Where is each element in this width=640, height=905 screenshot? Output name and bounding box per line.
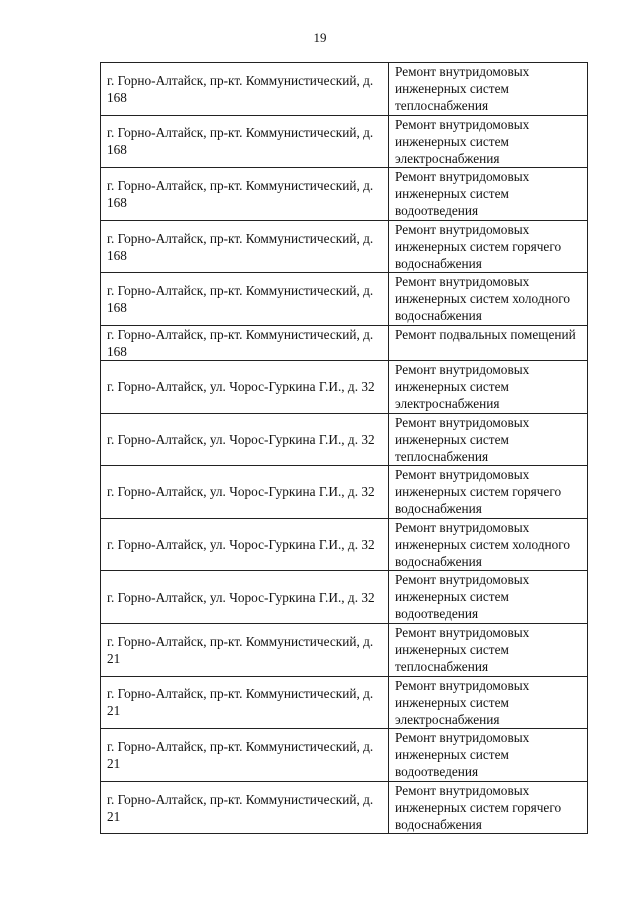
table-row [101, 115, 588, 168]
address-cell: г. Горно-Алтайск, пр-кт. Коммунистический, д. 168 [101, 220, 389, 273]
work-type-cell: Ремонт внутридомовых инженерных систем электроснабжения [389, 676, 588, 729]
work-type-cell: Ремонт внутридомовых инженерных систем теплоснабжения [389, 413, 588, 466]
works-table [100, 62, 588, 834]
address-cell: г. Горно-Алтайск, ул. Чорос-Гуркина Г.И., д. 32 [101, 518, 389, 571]
address-cell: г. Горно-Алтайск, ул. Чорос-Гуркина Г.И., д. 32 [101, 360, 389, 413]
address-cell: г. Горно-Алтайск, ул. Чорос-Гуркина Г.И., д. 32 [101, 466, 389, 519]
table-row [101, 325, 588, 360]
work-type-cell: Ремонт внутридомовых инженерных систем водоотведения [389, 168, 588, 221]
table-row [101, 273, 588, 326]
work-type-cell: Ремонт внутридомовых инженерных систем водоотведения [389, 571, 588, 624]
work-type-cell: Ремонт внутридомовых инженерных систем теплоснабжения [389, 63, 588, 116]
page-number: 19 [313, 30, 327, 45]
address-cell: г. Горно-Алтайск, ул. Чорос-Гуркина Г.И., д. 32 [101, 571, 389, 624]
address-cell: г. Горно-Алтайск, пр-кт. Коммунистический, д. 168 [101, 168, 389, 221]
address-cell: г. Горно-Алтайск, пр-кт. Коммунистический, д. 168 [101, 63, 389, 116]
work-type-cell: Ремонт внутридомовых инженерных систем электроснабжения [389, 115, 588, 168]
address-cell: г. Горно-Алтайск, пр-кт. Коммунистический, д. 168 [101, 115, 389, 168]
table-row [101, 729, 588, 782]
table-row [101, 781, 588, 834]
table-row [101, 676, 588, 729]
work-type-cell: Ремонт внутридомовых инженерных систем электроснабжения [389, 360, 588, 413]
work-type-cell: Ремонт внутридомовых инженерных систем теплоснабжения [389, 623, 588, 676]
table-row [101, 220, 588, 273]
table-row [101, 623, 588, 676]
address-cell: г. Горно-Алтайск, пр-кт. Коммунистический, д. 168 [101, 273, 389, 326]
address-cell: г. Горно-Алтайск, пр-кт. Коммунистический, д. 21 [101, 781, 389, 834]
work-type-cell: Ремонт подвальных помещений [389, 325, 588, 360]
table-row [101, 413, 588, 466]
table-row [101, 466, 588, 519]
address-cell: г. Горно-Алтайск, ул. Чорос-Гуркина Г.И., д. 32 [101, 413, 389, 466]
work-type-cell: Ремонт внутридомовых инженерных систем горячего водоснабжения [389, 220, 588, 273]
table-row [101, 168, 588, 221]
work-type-cell: Ремонт внутридомовых инженерных систем холодного водоснабжения [389, 273, 588, 326]
work-type-cell: Ремонт внутридомовых инженерных систем горячего водоснабжения [389, 466, 588, 519]
address-cell: г. Горно-Алтайск, пр-кт. Коммунистический, д. 21 [101, 623, 389, 676]
address-cell: г. Горно-Алтайск, пр-кт. Коммунистический, д. 21 [101, 729, 389, 782]
work-type-cell: Ремонт внутридомовых инженерных систем водоотведения [389, 729, 588, 782]
table-row [101, 63, 588, 116]
table-row [101, 360, 588, 413]
table-row [101, 518, 588, 571]
address-cell: г. Горно-Алтайск, пр-кт. Коммунистический, д. 168 [101, 325, 389, 360]
works-table-container [100, 62, 587, 834]
table-row [101, 571, 588, 624]
work-type-cell: Ремонт внутридомовых инженерных систем холодного водоснабжения [389, 518, 588, 571]
address-cell: г. Горно-Алтайск, пр-кт. Коммунистический, д. 21 [101, 676, 389, 729]
work-type-cell: Ремонт внутридомовых инженерных систем горячего водоснабжения [389, 781, 588, 834]
